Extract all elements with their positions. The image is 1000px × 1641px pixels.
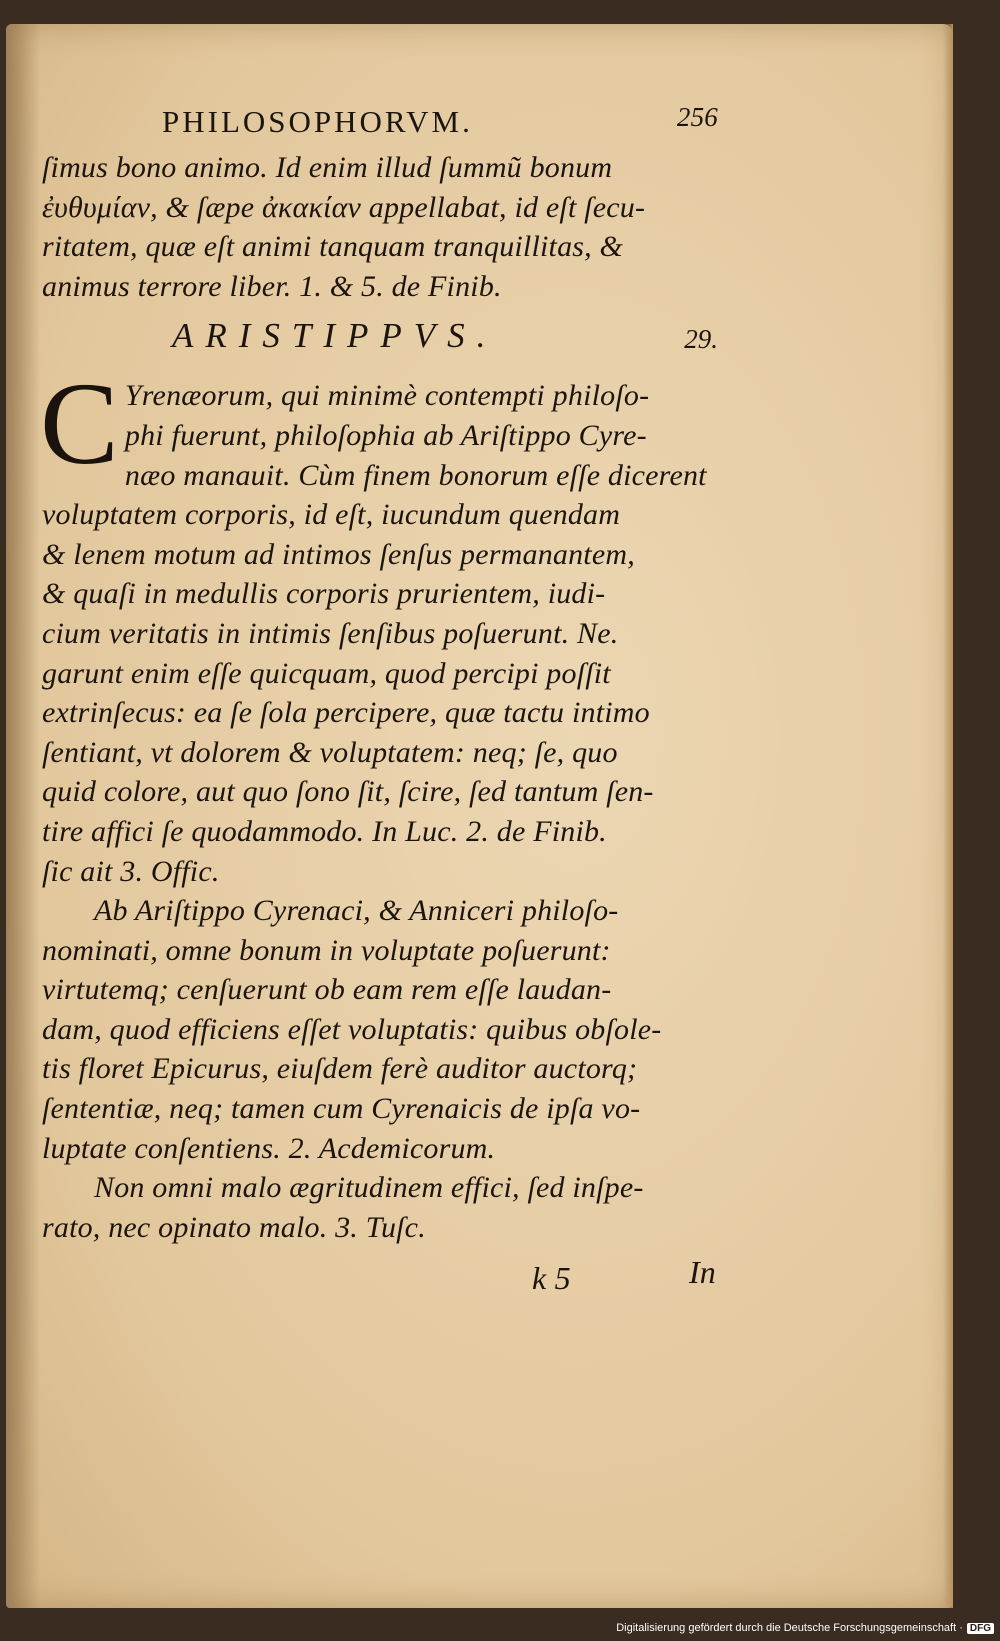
text-line: dam, quod efficiens eſſet voluptatis: quibus obſole-	[42, 1012, 662, 1046]
text-line: Yrenæorum, qui minimè contempti philoſo-	[124, 379, 650, 413]
text-line: ſic ait 3. Offic.	[42, 854, 220, 888]
page-number: 256	[676, 102, 718, 132]
book-page	[6, 24, 953, 1608]
text-line: Ab Ariſtippo Cyrenaci, & Anniceri philoſo-	[94, 894, 619, 928]
text-line: ſimus bono animo. Id enim illud ſummũ bonum	[42, 151, 613, 184]
running-title: PHILOSOPHORVM.	[162, 104, 473, 139]
page-gutter-shadow	[6, 24, 40, 1608]
credit-text: Digitalisierung gefördert durch die Deutsche Forschungsgemeinschaft ·	[616, 1622, 963, 1634]
catchword: In	[688, 1254, 716, 1291]
text-line: næo manauit. Cùm finem bonorum eſſe dicerent	[124, 458, 707, 492]
text-line: phi fuerunt, philoſophia ab Ariſtippo Cyre-	[124, 418, 647, 452]
dfg-logo: DFG	[967, 1623, 994, 1634]
section-title: ARISTIPPVS.	[172, 316, 498, 356]
text-line: nominati, omne bonum in voluptate poſuerunt:	[42, 933, 611, 967]
text-line: luptate conſentiens. 2. Acdemicorum.	[42, 1131, 496, 1165]
paragraph-1	[40, 358, 732, 891]
text-line: ſententiæ, neq; tamen cum Cyrenaicis de ipſa vo-	[42, 1092, 641, 1126]
text-line: ſentiant, vt dolorem & voluptatem: neq; ſe, quo	[42, 735, 618, 769]
section-heading	[42, 316, 732, 362]
text-line: tis floret Epicurus, eiuſdem ferè auditor auctorq;	[42, 1052, 638, 1086]
digitization-credit	[616, 1617, 994, 1639]
text-line: quid colore, aut quo ſono ſit, ſcire, ſed tantum ſen-	[42, 775, 654, 809]
text-line: Non omni malo ægritudinem effici, ſed inſpe-	[94, 1171, 644, 1205]
paragraph-3	[42, 1168, 732, 1247]
text-line: & lenem motum ad intimos ſenſus permanantem,	[42, 537, 635, 571]
text-line: extrinſecus: ea ſe ſola percipere, quæ tactu intimo	[42, 696, 650, 730]
page-content	[40, 102, 732, 1297]
signature-mark: k 5	[532, 1260, 571, 1297]
text-line: animus terrore liber. 1. & 5. de Finib.	[42, 269, 502, 303]
page-edge-shadow	[943, 24, 953, 1608]
section-number: 29.	[684, 324, 718, 355]
drop-cap: C	[40, 358, 119, 490]
text-line: ritatem, quæ eſt animi tanquam tranquillitas, &	[42, 230, 624, 264]
text-line: & quaſi in medullis corporis prurientem, iudi-	[42, 577, 606, 611]
text-line: cium veritatis in intimis ſenſibus poſuerunt. Ne.	[42, 616, 619, 650]
paragraph-2	[42, 891, 732, 1168]
text-line: garunt enim eſſe quicquam, quod percipi poſſit	[42, 656, 611, 690]
text-line: virtutemq; cenſuerunt ob eam rem eſſe laudan-	[42, 973, 612, 1007]
opening-text	[42, 148, 732, 306]
text-line: rato, nec opinato malo. 3. Tuſc.	[42, 1210, 426, 1244]
page-footer	[42, 1253, 732, 1297]
text-line: tire affici ſe quodammodo. In Luc. 2. de Finib.	[42, 814, 607, 848]
text-line: voluptatem corporis, id eſt, iucundum quendam	[42, 498, 621, 532]
page-header	[42, 102, 732, 142]
text-line: ἐυθυμίαν, & ſæpe ἀκακίαν appellabat, id eſt ſecu-	[42, 190, 646, 224]
